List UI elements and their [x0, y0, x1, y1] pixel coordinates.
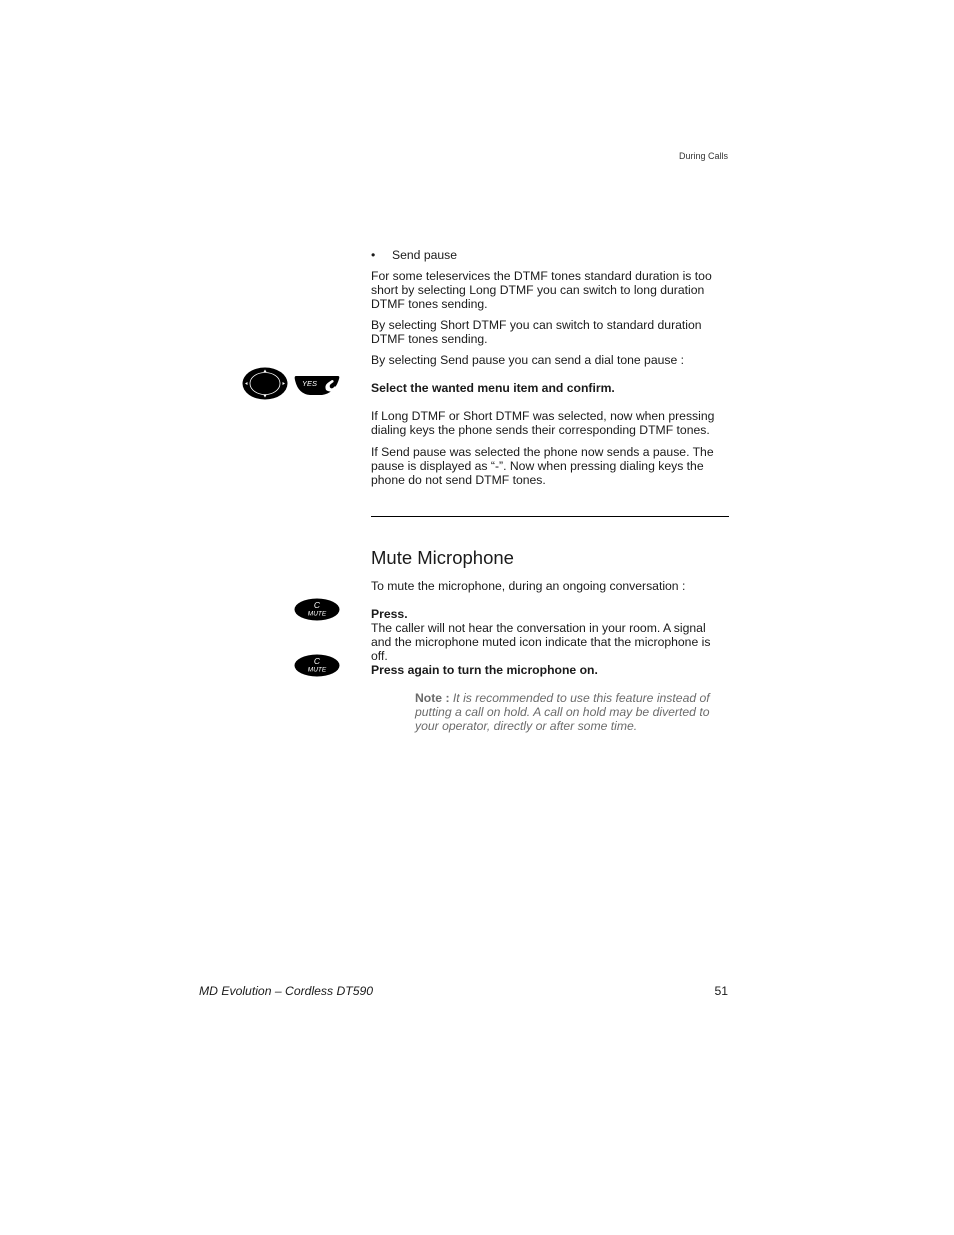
paragraph-short-dtmf-text: By selecting Short DTMF you can switch to standard duration DTMF tones sending. — [371, 318, 702, 346]
c-mute-key-icon — [294, 598, 340, 621]
step-select-confirm: Select the wanted menu item and confirm. — [371, 381, 615, 395]
section-divider — [371, 516, 729, 517]
paragraph-mute-intro-text: To mute the microphone, during an ongoing conversation : — [371, 579, 686, 593]
yes-key-icon — [294, 374, 340, 396]
paragraph-long-dtmf-text: For some teleservices the DTMF tones standard duration is too short by selecting Long DTMF you can switch to long duration DTMF tones sending. — [371, 269, 712, 311]
section-title-mute-microphone: Mute Microphone — [371, 547, 514, 568]
paragraph-send-pause — [371, 353, 729, 367]
bullet-text: Send pause — [392, 248, 458, 262]
step-press: Press. — [371, 607, 408, 621]
c-key-letter: C — [313, 600, 321, 610]
paragraph-send-pause-text: By selecting Send pause you can send a dial tone pause : — [371, 353, 685, 367]
paragraph-result-pause-text: If Send pause was selected the phone now sends a pause. The pause is displayed as “-”. Now when pressing dialing keys the phone do not send DTMF tones. — [371, 445, 714, 487]
note-box — [415, 691, 735, 733]
paragraph-result-pause — [371, 445, 729, 487]
paragraph-short-dtmf — [371, 318, 729, 346]
paragraph-mute-intro — [371, 579, 729, 593]
yes-key-label: YES — [302, 379, 318, 388]
step-press-again: Press again to turn the microphone on. — [371, 663, 598, 677]
paragraph-result-tones — [371, 409, 729, 437]
running-header: During Calls — [678, 151, 728, 161]
bullet-item-send-pause — [371, 248, 729, 262]
footer-document-title: MD Evolution – Cordless DT590 — [199, 984, 374, 998]
footer-page-number: 51 — [714, 984, 728, 998]
c-mute-key-icon — [294, 654, 340, 677]
paragraph-long-dtmf — [371, 269, 729, 311]
bullet-dot: • — [371, 248, 376, 262]
step-press-description: The caller will not hear the conversation in your room. A signal and the microphone muted icon indicate that the microphone is off. — [371, 621, 711, 663]
mute-key-word: MUTE — [307, 610, 327, 618]
navigation-key-icon — [242, 367, 288, 400]
c-key-letter: C — [313, 656, 321, 666]
note-text: It is recommended to use this feature instead of putting a call on hold. A call on hold may be diverted to your operator, directly or after some time. — [415, 691, 710, 733]
step-press-block — [371, 607, 729, 663]
mute-key-word: MUTE — [307, 666, 327, 674]
paragraph-result-tones-text: If Long DTMF or Short DTMF was selected, now when pressing dialing keys the phone sends their corresponding DTMF tones. — [371, 409, 715, 437]
note-label: Note : — [415, 691, 450, 705]
